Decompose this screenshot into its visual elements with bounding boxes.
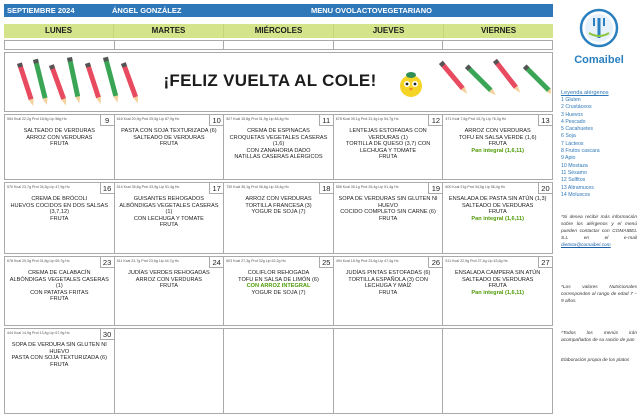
day-number: 12 bbox=[428, 115, 442, 126]
day-number: 13 bbox=[538, 115, 552, 126]
allergen-item: 8 Frutos cascara bbox=[561, 148, 600, 155]
dish-item: TORTILLA FRANCESA (3) bbox=[245, 202, 312, 209]
allergen-item: 12 Sulfitos bbox=[561, 177, 586, 184]
dish-item: SALTEADO DE VERDURAS bbox=[133, 134, 205, 141]
allergen-item: 9 Apio bbox=[561, 155, 576, 162]
nutrition-info: 616 Kcal 20,9g Prot 25,5g Lip 87,9g Hc bbox=[116, 117, 180, 121]
dish-item: CREMA DE ESPINACAS bbox=[247, 128, 310, 134]
day-number: 20 bbox=[538, 183, 552, 194]
school-name: ÁNGEL GONZÁLEZ bbox=[112, 6, 182, 15]
month-label: SEPTIEMBRE 2024 bbox=[7, 6, 75, 15]
week-row bbox=[4, 182, 553, 254]
dish-item: COCIDO COMPLETO SIN CARNE (6) bbox=[340, 209, 436, 216]
dish-item: CON PATATAS FRITAS bbox=[30, 289, 89, 296]
dish-item: NATILLAS CASERAS ALÉRGICOS bbox=[234, 154, 323, 161]
dish-item: TOFU EN SALSA VERDE (1,6) bbox=[458, 134, 537, 141]
day-number: 9 bbox=[100, 115, 114, 126]
day-cell bbox=[224, 183, 334, 253]
pencils-right-illustration bbox=[431, 54, 551, 112]
bread-item: CON ARROZ INTEGRAL bbox=[246, 283, 311, 290]
nutrition-info: 730 Kcal 36,1g Prot 36,6g Lip 18,4g Hc bbox=[226, 185, 289, 189]
dish-item: HUEVOS COCIDOS EN DOS SALSAS (3,7,12) bbox=[10, 202, 109, 216]
allergen-item: 11 Sésamo bbox=[561, 169, 587, 176]
nutrition-info: 678 Kcal 39,1g Prot 31,4g Lip 54,7g Hc bbox=[335, 117, 399, 121]
nutrition-info: 494 Kcal 18,9g Prot 23,6g Lip 47,4g Hc bbox=[335, 259, 399, 263]
week-row bbox=[4, 256, 553, 326]
dish-item: JUDÍAS PINTAS ESTOFADAS (6) bbox=[345, 270, 431, 276]
dish-item: PASTA CON SOJA TEXTURIZADA (6) bbox=[121, 128, 217, 134]
dish-item: ARROZ CON VERDURAS bbox=[26, 134, 93, 141]
nutrition-info: 678 Kcal 29,3g Prot 31,8g Lip 69,7g Hc bbox=[7, 259, 70, 263]
dish-item: CROQUETAS VEGETALES CASERAS (1,6) bbox=[229, 134, 328, 148]
contact-note bbox=[561, 214, 637, 249]
dish-item: TOFU EN SALSA DE LIMÓN (6) bbox=[238, 276, 319, 283]
day-cell bbox=[334, 183, 444, 253]
bread-item: Pan integral (1,6,11) bbox=[471, 147, 524, 154]
day-cell bbox=[5, 257, 115, 325]
banner-title: ¡FELIZ VUELTA AL COLE! bbox=[163, 71, 377, 90]
dish-item: GUISANTES REHOGADOS bbox=[133, 196, 205, 202]
allergen-item: 14 Moluscos bbox=[561, 191, 591, 198]
empty-cell bbox=[334, 41, 444, 49]
dish-item: FRUTA bbox=[50, 215, 69, 222]
nutrition-info: 514 Kcal 35,6g Prot 33,9g Lip 51,4g Hc bbox=[116, 185, 180, 189]
day-cell bbox=[443, 115, 552, 179]
day-number: 27 bbox=[538, 257, 552, 268]
day-number: 30 bbox=[100, 329, 114, 340]
day-cell bbox=[5, 115, 115, 179]
dish-item: FRUTA bbox=[50, 296, 69, 303]
weekday-friday: VIERNES bbox=[480, 26, 517, 35]
dish-item: ALBÓNDIGAS VEGETALES CASERAS (1) bbox=[119, 202, 219, 216]
title-bar bbox=[4, 4, 553, 17]
dish-item: CON LECHUGA Y TOMATE bbox=[133, 215, 204, 222]
dish-item: FRUTA bbox=[378, 154, 398, 161]
contact-email-link[interactable]: dietista@comaibel.com bbox=[561, 243, 611, 248]
nutrition-info: 511 Kcal 22,9g Prot 27,4g Lip 43,6g Hc bbox=[445, 259, 508, 263]
day-number: 25 bbox=[319, 257, 333, 268]
dish-item: YOGUR DE SOJA (7) bbox=[251, 289, 306, 296]
empty-cell bbox=[115, 41, 225, 49]
day-cell bbox=[443, 257, 552, 325]
dish-item: FRUTA bbox=[378, 289, 398, 296]
dish-item: CON ZANAHORIA DADO bbox=[246, 147, 311, 154]
week-row bbox=[4, 114, 553, 180]
empty-day-cell bbox=[224, 329, 334, 413]
day-cell bbox=[334, 115, 444, 179]
dish-item: CREMA DE BRÓCOLI bbox=[31, 196, 88, 202]
day-cell bbox=[115, 257, 225, 325]
dish-item: FRUTA bbox=[159, 283, 178, 290]
nutrition-info: 570 Kcal 23,7g Prot 34,3g Lip 47,9g Hc bbox=[7, 185, 70, 189]
dish-item: ARROZ CON VERDURAS bbox=[135, 276, 202, 283]
welcome-banner bbox=[4, 52, 553, 112]
allergen-item: 10 Mostaza bbox=[561, 162, 588, 169]
nutrition-info: 471 Kcal 7,6g Prot 15,7g Lip 76,3g Hc bbox=[445, 117, 507, 121]
weekday-header bbox=[4, 24, 553, 38]
dish-item: TORTILLA ESPAÑOLA (3) CON LECHUGA Y MAÍZ bbox=[348, 276, 428, 290]
brand-logo bbox=[562, 6, 636, 76]
dish-item: ARROZ CON VERDURAS bbox=[245, 196, 312, 202]
dish-item: ENSALADA CAMPERA SIN ATÚN bbox=[454, 270, 541, 276]
dish-item: CREMA DE CALABACÍN bbox=[28, 270, 91, 276]
weekday-thursday: JUEVES bbox=[334, 24, 444, 38]
fork-logo-icon bbox=[579, 6, 619, 50]
dish-item: SALTEADO DE VERDURAS bbox=[461, 202, 534, 209]
day-number: 17 bbox=[209, 183, 223, 194]
dish-item: FRUTA bbox=[488, 141, 507, 148]
weekday-tuesday: MARTES bbox=[114, 24, 224, 38]
dish-item: JUDÍAS VERDES REHOGADAS bbox=[128, 270, 210, 276]
dish-item: FRUTA bbox=[50, 141, 69, 148]
empty-cell bbox=[443, 41, 552, 49]
day-cell bbox=[5, 329, 115, 413]
nutrition-info: 554 Kcal 22,2g Prot 18,5g Lip 56g Hc bbox=[7, 117, 67, 121]
pencils-left-illustration bbox=[9, 54, 144, 112]
sidebar bbox=[558, 0, 640, 416]
brand-name: Comaibel bbox=[574, 54, 624, 66]
day-number: 18 bbox=[319, 183, 333, 194]
allergen-item: 2 Crustáceos bbox=[561, 104, 592, 111]
weekday-wednesday: MIÉRCOLES bbox=[224, 24, 334, 38]
allergen-item: 13 Altramuces bbox=[561, 184, 594, 191]
allergen-legend-title: Leyenda alérgenos bbox=[561, 90, 609, 96]
dish-item: SOPA DE VERDURA SIN GLUTEN NI HUEVO bbox=[11, 342, 107, 355]
day-number: 24 bbox=[209, 257, 223, 268]
dish-item: SALTEADO DE VERDURAS bbox=[23, 128, 95, 134]
empty-day-cell bbox=[115, 329, 225, 413]
dish-item: ARROZ CON VERDURAS bbox=[464, 128, 531, 134]
bread-note: *Todos los menús irán acompañados de su ración de pan bbox=[561, 331, 637, 343]
empty-cell bbox=[224, 41, 334, 49]
nutrition-info: 444 Kcal 14,9g Prot 13,4g Lip 67,9g Hc bbox=[7, 331, 70, 335]
day-number: 23 bbox=[100, 257, 114, 268]
allergen-legend-list bbox=[561, 97, 600, 199]
day-cell bbox=[224, 115, 334, 179]
weekday-monday: LUNES bbox=[4, 24, 114, 38]
day-number: 26 bbox=[428, 257, 442, 268]
day-number: 10 bbox=[209, 115, 223, 126]
nutrition-note: *Los valores Nutricionales corresponden al rango de edad 7 – 9 años. bbox=[561, 285, 637, 304]
nutrition-info: 603 Kcal 27,3g Prot 32g Lip 52,2g Hc bbox=[226, 259, 286, 263]
dish-item: LENTEJAS ESTOFADAS CON VERDURAS (1) bbox=[349, 128, 427, 141]
allergen-item: 1 Gluten bbox=[561, 97, 581, 103]
menu-type: MENU OVOLACTOVEGETARIANO bbox=[311, 6, 432, 15]
dish-item: FRUTA bbox=[159, 222, 178, 229]
dish-item: TORTILLA DE QUESO (3,7) CON LECHUGA Y TOMATE bbox=[345, 141, 431, 154]
allergen-item: 7 Lácteos bbox=[561, 140, 584, 147]
day-cell bbox=[334, 257, 444, 325]
empty-row bbox=[4, 40, 553, 50]
dish-item: YOGUR DE SOJA (7) bbox=[251, 209, 306, 216]
day-cell bbox=[224, 257, 334, 325]
contact-text: *Si desea recibir más información sobre los alérgenos y el menú pueden contactar con COMAIBEL S.L en el e-mail bbox=[561, 215, 637, 241]
day-number: 16 bbox=[100, 183, 114, 194]
day-cell bbox=[115, 115, 225, 179]
dish-item: ENSALADA DE PASTA SIN ATÚN (1,3) bbox=[448, 196, 547, 202]
dish-item: COLIFLOR REHOGADA bbox=[247, 270, 310, 276]
empty-day-cell bbox=[443, 329, 552, 413]
day-cell bbox=[443, 183, 552, 253]
nutrition-info: 556 Kcal 35,1g Prot 26,4g Lip 51,4g Hc bbox=[335, 185, 399, 189]
dish-item: SALTEADO DE VERDURAS bbox=[461, 276, 534, 283]
allergen-item: 5 Cacahuetes bbox=[561, 126, 594, 133]
allergen-item: 4 Pescado bbox=[561, 118, 586, 125]
nutrition-info: 511 Kcal 23,7g Prot 23,6g Lip 44,7g Hc bbox=[116, 259, 180, 263]
nutrition-info: 600 Kcal 21g Prot 34,5g Lip 56,4g Hc bbox=[445, 185, 506, 189]
chick-mascot-illustration bbox=[397, 69, 425, 99]
dish-item: FRUTA bbox=[488, 209, 507, 216]
allergen-item: 3 Huevos bbox=[561, 111, 583, 118]
preparation-note: Elaboración propia de los platos bbox=[561, 358, 630, 363]
nutrition-info: 527 Kcal 15,8g Prot 31,9g Lip 48,4g Hc bbox=[226, 117, 289, 121]
allergen-item: 6 Soja bbox=[561, 133, 576, 140]
empty-cell bbox=[5, 41, 115, 49]
bread-item: Pan integral (1,6,11) bbox=[471, 289, 524, 296]
day-number: 19 bbox=[428, 183, 442, 194]
dish-item: FRUTA bbox=[378, 215, 398, 222]
dish-item: PASTA CON SOJA TEXTURIZADA (6) bbox=[11, 355, 108, 362]
dish-item: FRUTA bbox=[488, 283, 507, 290]
dish-item: SOPA DE VERDURAS SIN GLUTEN NI HUEVO bbox=[338, 196, 438, 209]
dish-item: ALBÓNDIGAS VEGETALES CASERAS (1) bbox=[9, 276, 109, 290]
day-cell bbox=[115, 183, 225, 253]
bread-item: Pan integral (1,6,11) bbox=[471, 215, 524, 222]
day-cell bbox=[5, 183, 115, 253]
week-row bbox=[4, 328, 553, 414]
day-number: 11 bbox=[319, 115, 333, 126]
dish-item: FRUTA bbox=[50, 361, 69, 368]
dish-item: FRUTA bbox=[159, 141, 178, 148]
empty-day-cell bbox=[334, 329, 444, 413]
